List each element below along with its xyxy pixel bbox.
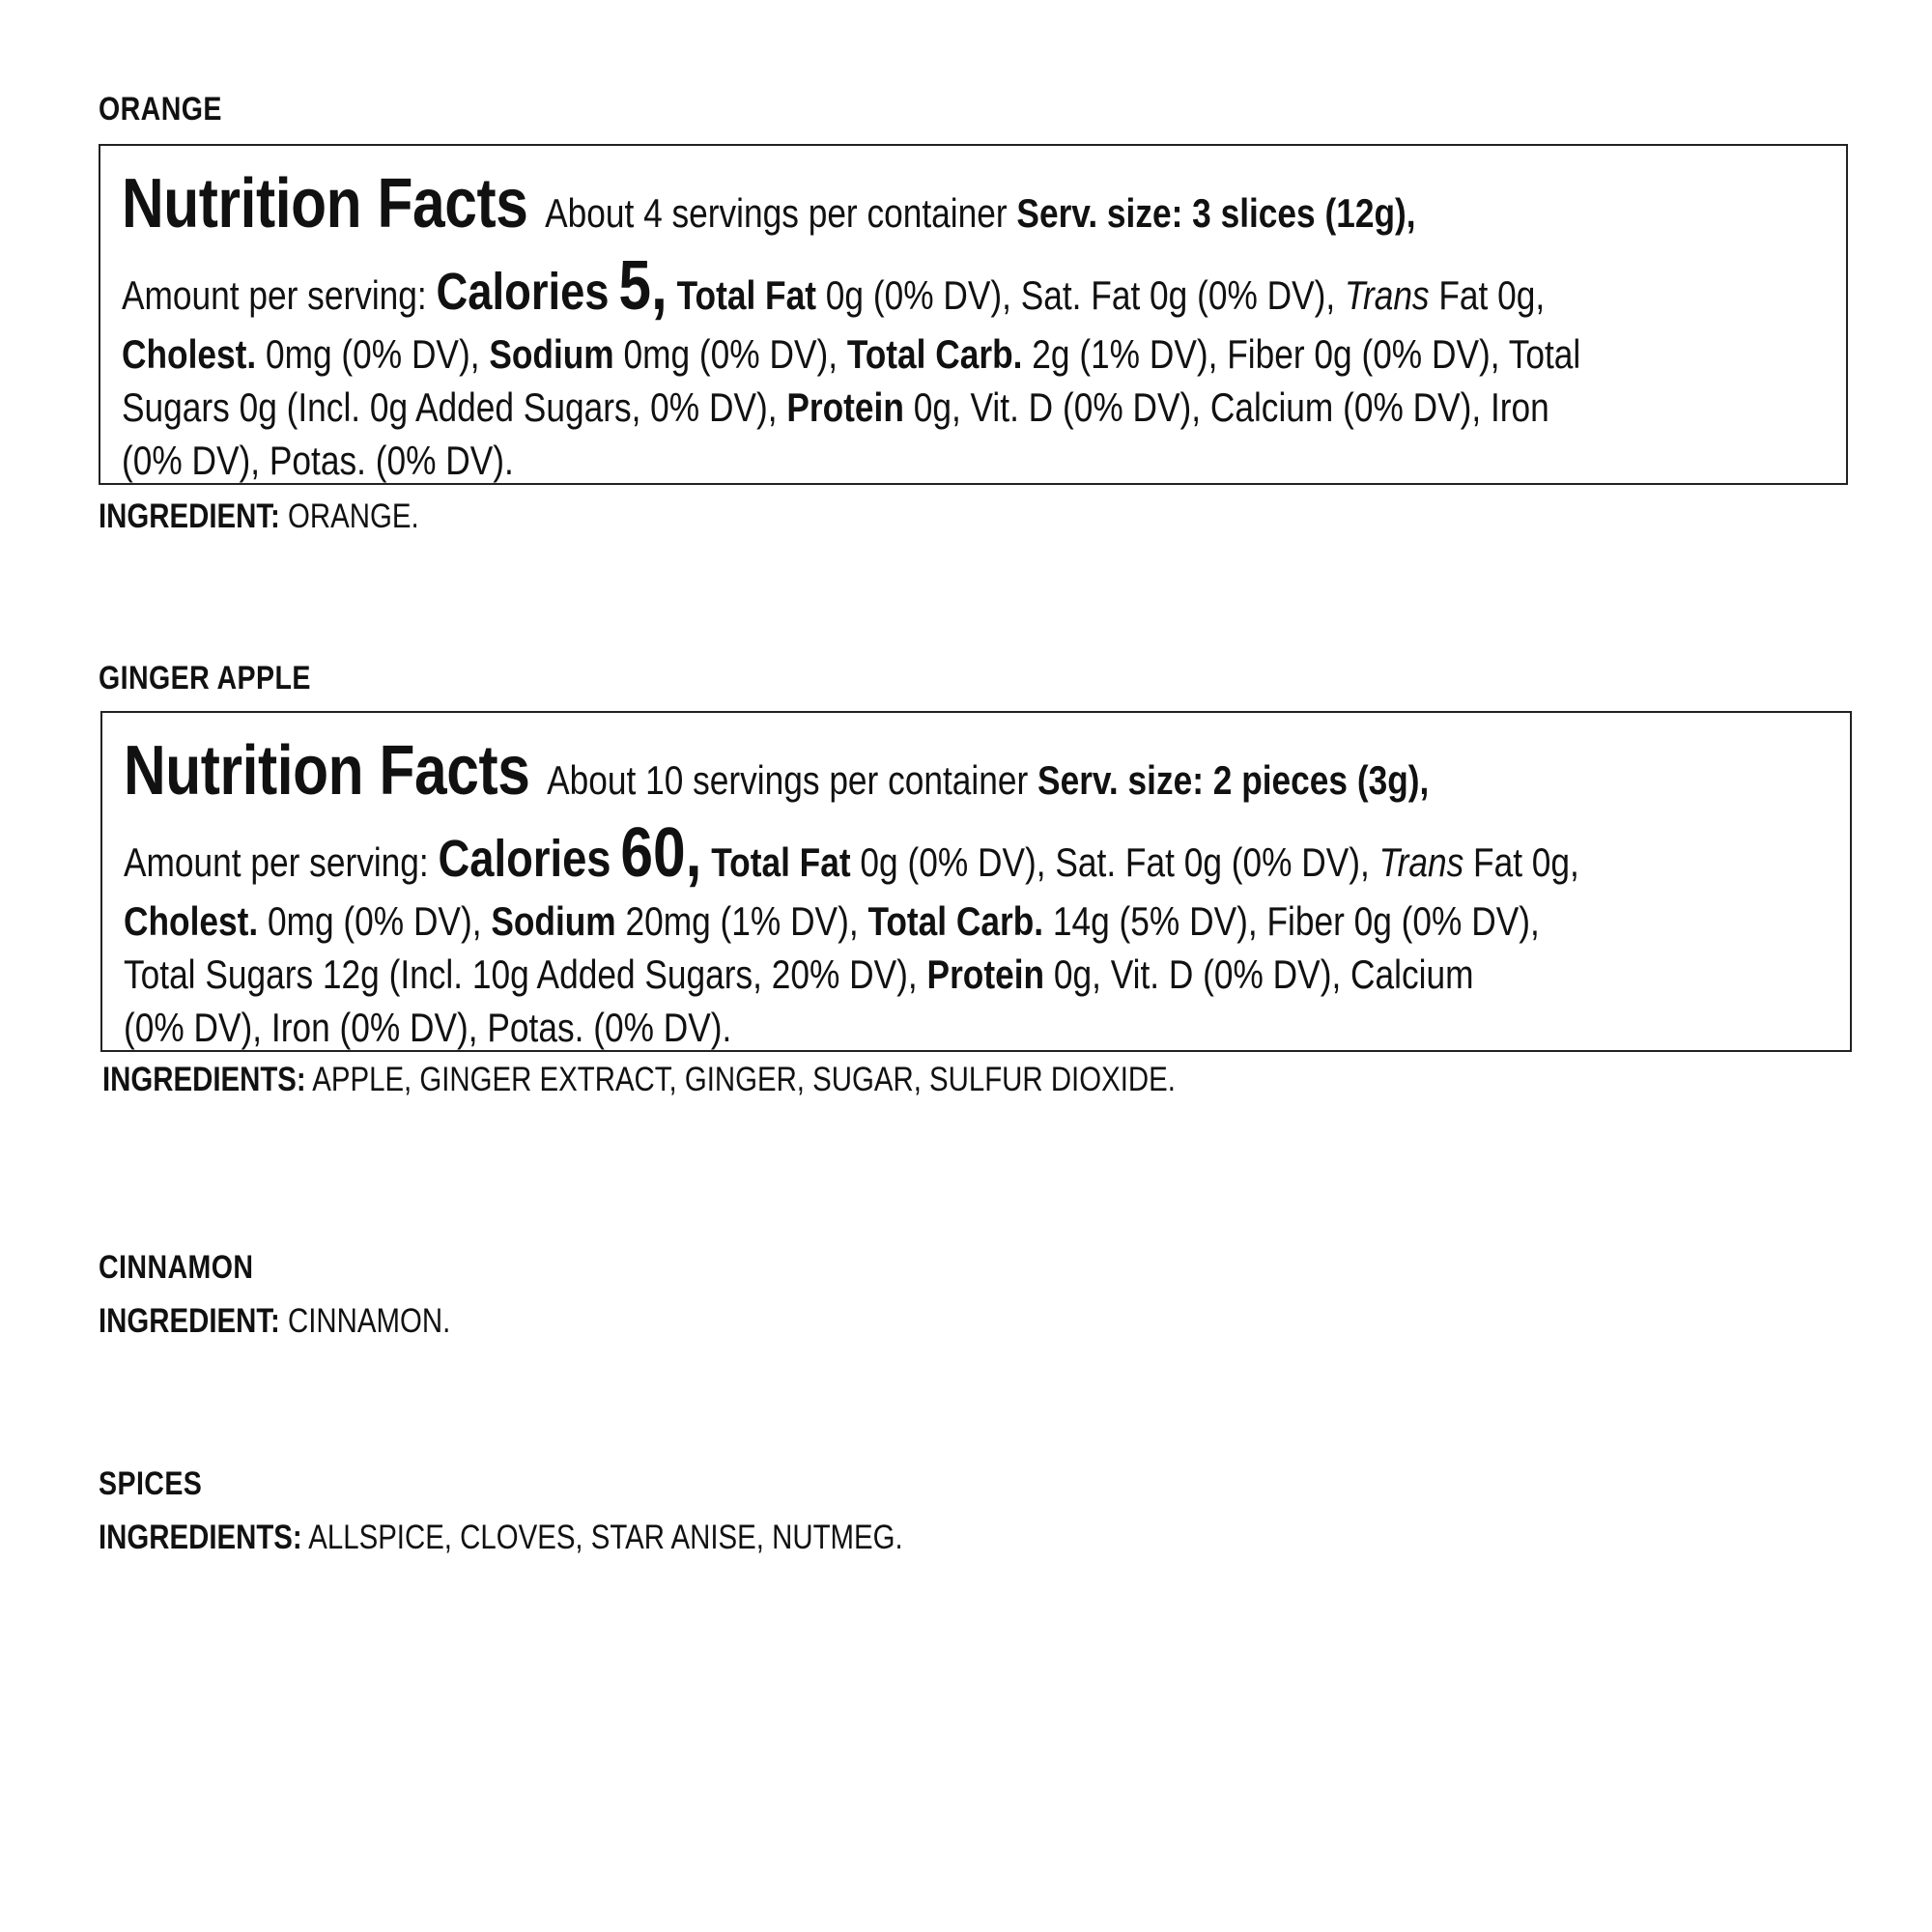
cholesterol-label: Cholest.: [122, 331, 257, 377]
ingredients-ginger-apple: [102, 1061, 1379, 1099]
section-title-text: ORANGE: [99, 91, 222, 128]
sodium-label: Sodium: [489, 331, 614, 377]
ingredients-spices: [99, 1519, 1056, 1557]
nutrition-facts-panel-orange: [99, 144, 1848, 485]
trans-fat-value: Fat 0g,: [1438, 272, 1546, 318]
calories-label: Calories: [438, 830, 611, 888]
sodium-value: 0mg (0% DV),: [623, 331, 838, 377]
sodium-label: Sodium: [491, 898, 616, 944]
nutrition-facts-body: [124, 730, 1861, 1054]
calories-value: 60,: [620, 814, 702, 892]
ingredients-label: INGREDIENT:: [99, 497, 280, 535]
amount-per-serving-label: Amount per serving:: [122, 272, 427, 318]
calories-value: 5,: [618, 247, 668, 325]
nutrition-line-2: [122, 327, 1859, 381]
cholesterol-value: 0mg (0% DV),: [265, 331, 480, 377]
total-carb-label: Total Carb.: [867, 898, 1044, 944]
total-fat-label: Total Fat: [676, 272, 816, 318]
nutrition-line-1: [124, 814, 1861, 895]
protein-label: Protein: [926, 952, 1045, 997]
total-fat-value: 0g (0% DV), Sat. Fat 0g (0% DV),: [860, 839, 1370, 885]
section-title-cinnamon: [99, 1248, 283, 1287]
total-fat-label: Total Fat: [711, 839, 851, 885]
serving-size: Serv. size: 2 pieces (3g),: [1037, 757, 1430, 803]
ingredients-cinnamon: [99, 1302, 518, 1341]
nutrition-line-2: [124, 895, 1861, 948]
cholesterol-value: 0mg (0% DV),: [267, 898, 482, 944]
section-title-spices: [99, 1464, 222, 1503]
protein-value: 0g, Vit. D (0% DV), Calcium (0% DV), Iron: [913, 384, 1549, 430]
calories-label: Calories: [436, 263, 610, 321]
trans-fat-value: Fat 0g,: [1473, 839, 1579, 885]
nutrition-facts-heading: Nutrition Facts: [122, 165, 528, 242]
serving-size: Serv. size: 3 slices (12g),: [1016, 190, 1416, 236]
servings-per-container: About 10 servings per container: [547, 757, 1029, 803]
nutrition-facts-header-line: [122, 163, 1859, 254]
nutrition-line-4: [124, 1001, 1861, 1054]
total-carb-value: 14g (5% DV), Fiber 0g (0% DV),: [1052, 898, 1540, 944]
ingredients-text: ORANGE.: [288, 497, 419, 535]
nutrition-line-3: [124, 948, 1861, 1001]
ingredients-label: INGREDIENT:: [99, 1302, 280, 1340]
total-carb-label: Total Carb.: [846, 331, 1023, 377]
nutrition-line-1: [122, 247, 1859, 327]
nutrition-facts-panel-ginger-apple: [100, 711, 1852, 1052]
ingredients-label: INGREDIENTS:: [102, 1061, 306, 1098]
amount-per-serving-label: Amount per serving:: [124, 839, 429, 885]
nutrition-facts-body: [122, 163, 1859, 487]
section-title-text: GINGER APPLE: [99, 660, 311, 696]
potassium-text: (0% DV), Potas. (0% DV).: [122, 438, 514, 483]
protein-value: 0g, Vit. D (0% DV), Calcium: [1053, 952, 1474, 997]
section-title-text: CINNAMON: [99, 1249, 254, 1286]
ingredients-text: CINNAMON.: [288, 1302, 451, 1340]
nutrition-line-4: [122, 434, 1859, 487]
sodium-value: 20mg (1% DV),: [625, 898, 859, 944]
ingredients-text: APPLE, GINGER EXTRACT, GINGER, SUGAR, SULFUR DIOXIDE.: [312, 1061, 1176, 1098]
trans-fat-label: Trans: [1345, 272, 1430, 318]
section-title-text: SPICES: [99, 1465, 203, 1502]
servings-per-container: About 4 servings per container: [545, 190, 1008, 236]
ingredients-orange: [99, 497, 480, 536]
nutrition-facts-heading: Nutrition Facts: [124, 732, 530, 810]
section-title-orange: [99, 90, 245, 128]
potassium-text: (0% DV), Iron (0% DV), Potas. (0% DV).: [124, 1005, 732, 1050]
ingredients-label: INGREDIENTS:: [99, 1519, 302, 1556]
sugars-text: Sugars 0g (Incl. 0g Added Sugars, 0% DV),: [122, 384, 778, 430]
protein-label: Protein: [786, 384, 904, 430]
trans-fat-label: Trans: [1378, 839, 1464, 885]
section-title-ginger-apple: [99, 659, 352, 697]
nutrition-facts-header-line: [124, 730, 1861, 821]
total-fat-value: 0g (0% DV), Sat. Fat 0g (0% DV),: [825, 272, 1336, 318]
sugars-text: Total Sugars 12g (Incl. 10g Added Sugars, 20% DV),: [124, 952, 918, 997]
total-carb-value: 2g (1% DV), Fiber 0g (0% DV), Total: [1032, 331, 1581, 377]
nutrition-line-3: [122, 381, 1859, 434]
ingredients-text: ALLSPICE, CLOVES, STAR ANISE, NUTMEG.: [308, 1519, 903, 1556]
cholesterol-label: Cholest.: [124, 898, 259, 944]
